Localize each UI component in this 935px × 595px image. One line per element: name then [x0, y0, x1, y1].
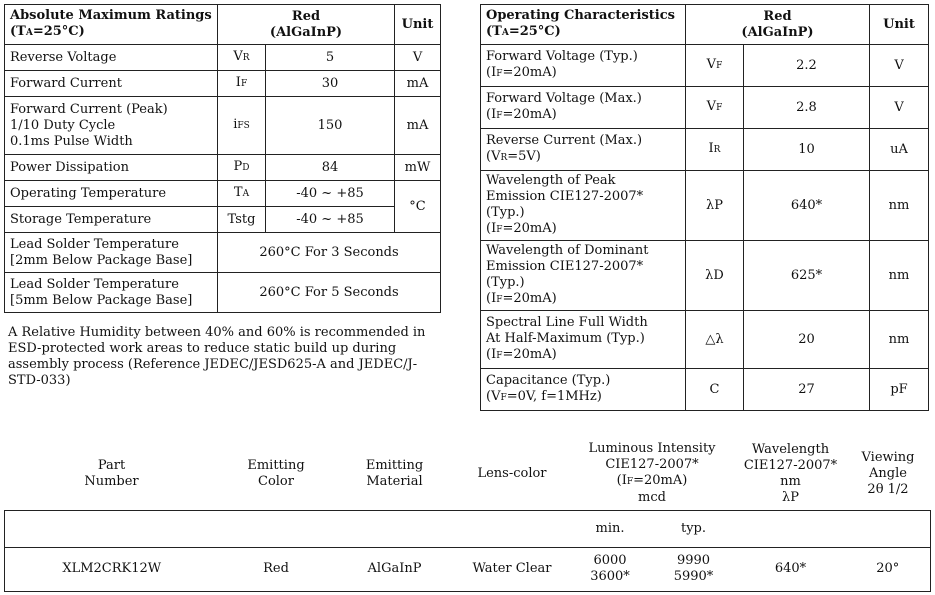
part-table-header: Part Number Emitting Color Emitting Material Lens-color Luminous Intensity CIE127-2007* (IF=20mA) mcd Wavelength CIE127-2007* nm λP Viewing Angle 2θ 1/2	[84, 441, 915, 506]
amr-condition: (TA=25°C)	[10, 24, 85, 39]
operating-characteristics-table	[480, 4, 929, 411]
table-row: XLM2CRK12W Red AlGaInP Water Clear 6000 3600* 9990 5990* 640* 20°	[5, 547, 931, 591]
table-row: Capacitance (Typ.) (VF=0V, f=1MHz) C 27 pF	[481, 369, 929, 411]
amr-unit-header: Unit	[395, 5, 441, 45]
table-row: Spectral Line Full Width At Half-Maximum (Typ.) (IF=20mA) △λ 20 nm	[481, 311, 929, 369]
table-row: Power Dissipation PD 84 mW	[5, 155, 441, 181]
oc-red-header: Red (AlGaInP)	[686, 5, 870, 45]
table-row: Operating Temperature TA -40 ~ +85 °C	[5, 181, 441, 207]
amr-red-header: Red (AlGaInP)	[218, 5, 395, 45]
oc-unit-header: Unit	[870, 5, 929, 45]
table-row: Forward Voltage (Max.) (IF=20mA) VF 2.8 V	[481, 87, 929, 129]
table-row: Wavelength of Dominant Emission CIE127-2007* (Typ.) (IF=20mA) λD 625* nm	[481, 241, 929, 311]
table-row: Forward Current IF 30 mA	[5, 71, 441, 97]
amr-title-cell	[5, 5, 218, 45]
table-row: Forward Voltage (Typ.) (IF=20mA) VF 2.2 V	[481, 45, 929, 87]
table-row: Lead Solder Temperature [2mm Below Package Base] 260°C For 3 Seconds	[5, 233, 441, 273]
amr-title: Absolute Maximum Ratings	[10, 8, 212, 23]
table-row: Reverse Current (Max.) (VR=5V) IR 10 uA	[481, 129, 929, 171]
table-row: Lead Solder Temperature [5mm Below Package Base] 260°C For 5 Seconds	[5, 273, 441, 313]
table-row: Reverse Voltage VR 5 V	[5, 45, 441, 71]
table-row: Wavelength of Peak Emission CIE127-2007* (Typ.) (IF=20mA) λP 640* nm	[481, 171, 929, 241]
absolute-maximum-ratings-table	[4, 4, 441, 313]
part-number-table	[4, 438, 931, 592]
table-row: Storage Temperature Tstg -40 ~ +85	[5, 207, 441, 233]
oc-title: Operating Characteristics	[486, 8, 675, 23]
table-row: Forward Current (Peak) 1/10 Duty Cycle 0.1ms Pulse Width iFS 150 mA	[5, 97, 441, 155]
oc-condition: (TA=25°C)	[486, 24, 561, 39]
esd-note: A Relative Humidity between 40% and 60% is recommended in ESD-protected work areas to reduce static build up during assembly process (Reference JEDEC/JESD625-A and JEDEC/J-STD-033)	[8, 325, 426, 388]
min-typ-row: min. typ.	[5, 510, 931, 547]
